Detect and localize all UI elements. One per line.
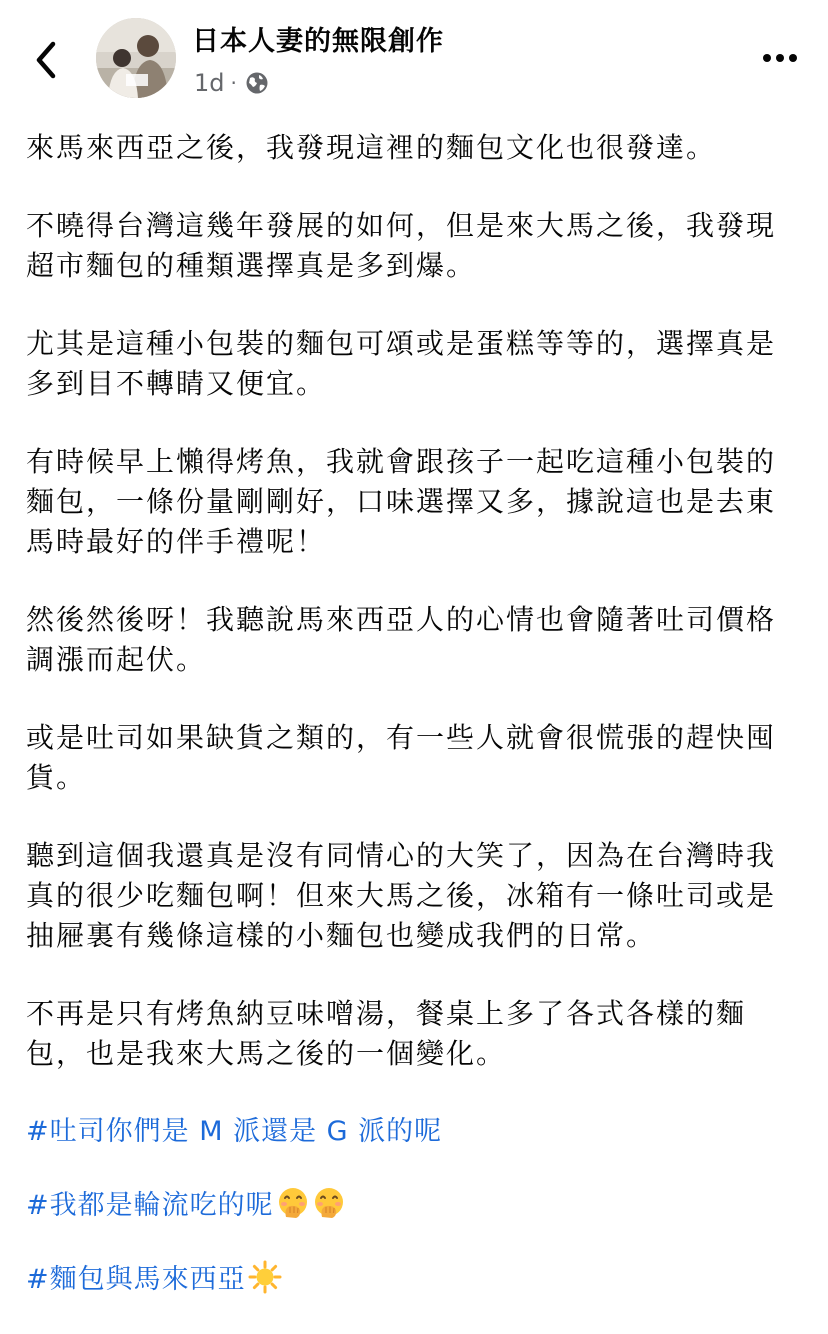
hashtag-link[interactable] [26, 1186, 802, 1226]
chevron-left-icon [33, 40, 59, 80]
globe-icon [245, 71, 269, 95]
hashtag-text: #我都是輪流吃的呢 [26, 1190, 274, 1221]
meta-separator: · [230, 71, 237, 95]
hashtag-text: #吐司你們是 M 派還是 G 派的呢 [26, 1116, 443, 1147]
page-name[interactable]: 日本人妻的無限創作 [192, 26, 444, 57]
post-header [0, 0, 828, 112]
post-paragraph: 然後然後呀！我聽說馬來西亞人的心情也會隨著吐司價格 調漲而起伏。 [26, 603, 777, 676]
post-paragraph: 有時候早上懶得烤魚，我就會跟孩子一起吃這種小包裝的 麵包，一條份量剛剛好，口味選擇又多，據說這也是去東 馬時最好的伴手禮呢！ [26, 445, 777, 558]
post-paragraph: 或是吐司如果缺貨之類的，有一些人就會很慌張的趕快囤 貨。 [26, 721, 777, 794]
avatar[interactable] [96, 18, 176, 98]
more-horizontal-icon [762, 53, 798, 63]
post-paragraph: 聽到這個我還真是沒有同情心的大笑了，因為在台灣時我 真的很少吃麵包啊！但來大馬之後，冰箱有一條吐司或是 抽屜裏有幾條這樣的小麵包也變成我們的日常。 [26, 839, 777, 952]
hashtag-link[interactable] [26, 1112, 802, 1152]
post-meta [194, 68, 269, 98]
more-options-button[interactable] [756, 42, 804, 74]
sun-emoji [248, 1260, 282, 1294]
avatar-photo [96, 18, 176, 98]
post-time[interactable]: 1d [194, 69, 225, 97]
hashtag-link[interactable] [26, 1260, 802, 1300]
post-paragraph: 尤其是這種小包裝的麵包可頌或是蛋糕等等的，選擇真是 多到目不轉睛又便宜。 [26, 327, 777, 400]
hashtag-text: #麵包與馬來西亞 [26, 1264, 246, 1295]
back-button[interactable] [28, 38, 64, 82]
post-paragraph: 不再是只有烤魚納豆味噌湯，餐桌上多了各式各樣的麵 包，也是我來大馬之後的一個變化。 [26, 997, 747, 1070]
post-body [26, 128, 802, 1334]
post-paragraph: 來馬來西亞之後，我發現這裡的麵包文化也很發達。 [26, 131, 717, 164]
post-paragraph: 不曉得台灣這幾年發展的如何，但是來大馬之後，我發現 超市麵包的種類選擇真是多到爆。 [26, 209, 777, 282]
